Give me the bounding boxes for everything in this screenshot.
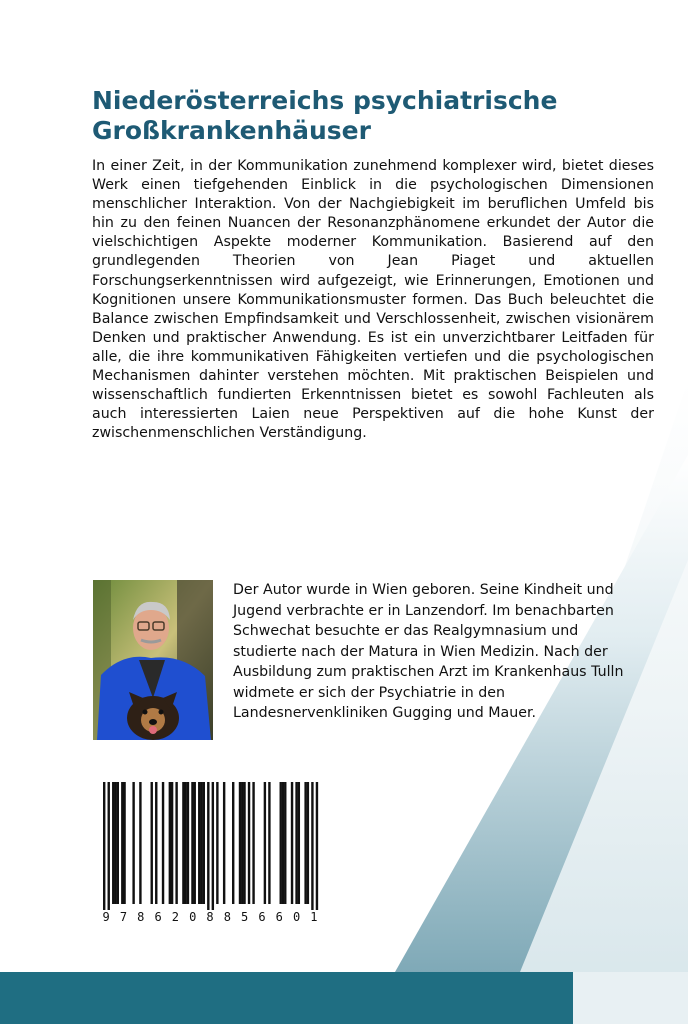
barcode-bar [216, 782, 218, 904]
barcode-bar [108, 782, 110, 910]
author-bio: Der Autor wurde in Wien geboren. Seine Kindheit und Jugend verbrachte er in Lanzendorf. Im benachbarten Schwechat besuchte er das Realgymnasium und studierte nach der Matura in Wien Medizin. Nach der Ausbildung zum praktischen Arzt im Krankenhaus Tulln widmete er sich der Psychiatrie in den Landesnervenkliniken Gugging und Mauer. [233, 582, 624, 721]
barcode-bar [291, 782, 293, 904]
barcode-bar [198, 782, 200, 904]
barcode-bar [252, 782, 254, 904]
barcode-bar [169, 782, 171, 904]
barcode-bar [200, 782, 202, 904]
barcode-bar [162, 782, 164, 904]
isbn-number: 9786208856601 [102, 910, 318, 924]
barcode-bar [182, 782, 184, 904]
barcode-bar [298, 782, 300, 904]
barcode-bar [295, 782, 297, 904]
barcode-bar [155, 782, 157, 904]
barcode-bar [232, 782, 234, 904]
book-description: In einer Zeit, in der Kommunikation zunehmend komplexer wird, bietet dieses Werk einen tiefgehenden Einblick in die psychologischen Dimensionen menschlicher Interaktion. Von der Nachgiebigkeit im beruflichen Umfeld bis hin zu den feinen Nuancen der Resonanzphänomene erkundet der Autor die vielschichtigen Aspekte moderner Kommunikation. Basierend auf den grundlegenden Theorien von Jean Piaget und aktuellen Forschungserkenntnissen wird aufgezeigt, wie Erinnerungen, Emotionen und Kognitionen unsere Kommunikationsmuster formen. Das Buch beleuchtet die Balance zwischen Empfindsamkeit und Verschlossenheit, zwischen visionärem Denken und praktischer Anwendung. Es ist ein unverzichtbarer Leitfaden für alle, die ihre kommunikativen Fähigkeiten vertiefen und die psychologischen Mechanismen dahinter verstehen möchten. Mit praktischen Beispielen und wissenschaftlich fundierten Erkenntnissen bietet es sowohl Fachleuten als auch interessierten Laien neue Perspektiven auf die hohe Kunst der zwischenmenschlichen Verständigung. [92, 158, 654, 442]
barcode-bar [117, 782, 119, 904]
barcode-bar [194, 782, 196, 904]
barcode-bar [114, 782, 116, 904]
barcode-bar [207, 782, 209, 910]
barcode-bar [284, 782, 286, 904]
barcode-bar [248, 782, 250, 904]
barcode-bar [223, 782, 225, 904]
barcode-bar [132, 782, 134, 904]
barcode-bar [280, 782, 282, 904]
barcode-bar [121, 782, 123, 904]
barcode-bar [175, 782, 177, 904]
barcode-bar [191, 782, 193, 904]
barcode-bar [307, 782, 309, 904]
barcode-bar [239, 782, 241, 904]
barcode-bar [123, 782, 125, 904]
barcode-bar [243, 782, 245, 904]
barcode-bar [103, 782, 105, 910]
barcode-bar [304, 782, 306, 904]
barcode-bar [151, 782, 153, 904]
barcode-bar [203, 782, 205, 904]
barcode-bar [264, 782, 266, 904]
barcode-bar [311, 782, 313, 910]
barcode-bar [171, 782, 173, 904]
barcode-bar [112, 782, 114, 904]
barcode-bar [282, 782, 284, 904]
barcode-bar [241, 782, 243, 904]
barcode-bar [316, 782, 318, 910]
bottom-color-band [0, 972, 573, 1024]
barcode-bar [187, 782, 189, 904]
barcode-bar [268, 782, 270, 904]
barcode-bar [212, 782, 214, 910]
isbn-barcode [93, 776, 328, 926]
author-photo [93, 580, 213, 740]
book-title: Niederösterreichs psychiatrische Großkrankenhäuser [92, 86, 558, 145]
barcode-bar [139, 782, 141, 904]
barcode-bar [184, 782, 186, 904]
